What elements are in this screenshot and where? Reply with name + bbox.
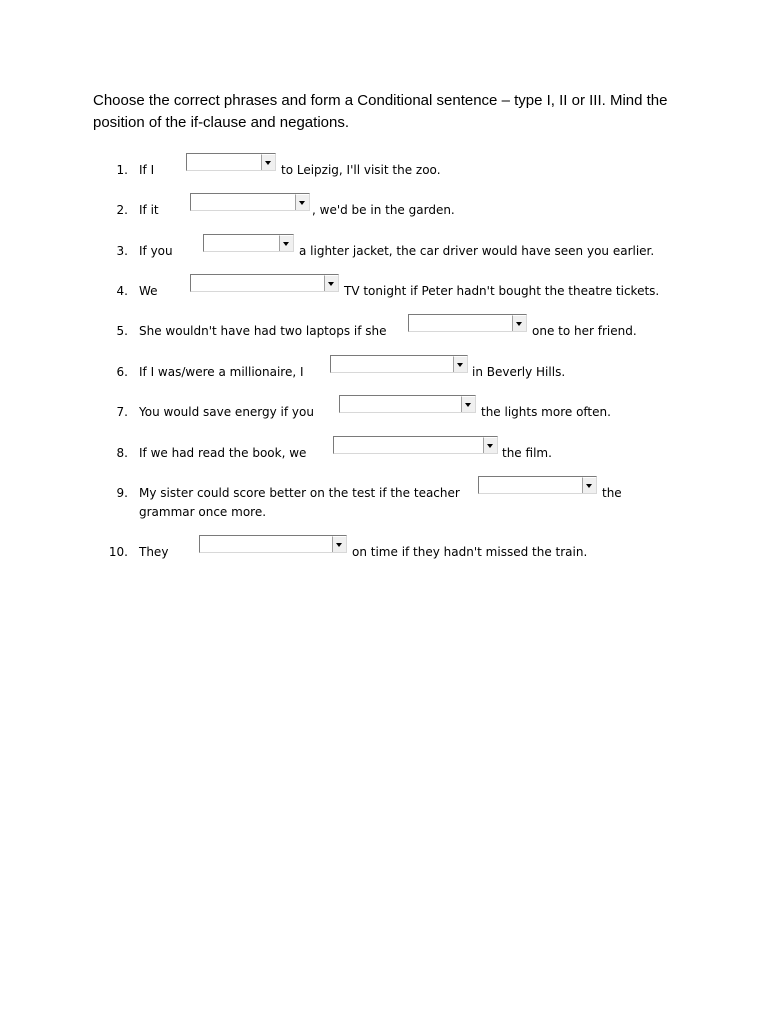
item-text-before: We: [139, 284, 158, 298]
item-text-before: If we had read the book, we: [139, 446, 307, 460]
chevron-down-icon: [283, 242, 289, 246]
dropdown-arrow-button[interactable]: [324, 275, 338, 291]
item-text-after: , we'd be in the garden.: [312, 203, 455, 217]
chevron-down-icon: [265, 161, 271, 165]
item-number: 4.: [116, 284, 128, 298]
item-text-before: If I: [139, 163, 155, 177]
dropdown-arrow-button[interactable]: [279, 235, 293, 251]
instructions-text: Choose the correct phrases and form a Conditional sentence – type I, II or III. Mind the position of the if-clause and negations.: [93, 92, 668, 131]
chevron-down-icon: [457, 363, 463, 367]
item-text-after: in Beverly Hills.: [472, 365, 566, 379]
chevron-down-icon: [487, 444, 493, 448]
item-number: 5.: [116, 324, 128, 338]
item-text-after: the: [602, 486, 622, 500]
item-text-before: They: [139, 545, 169, 559]
item-text-continuation: grammar once more.: [139, 505, 267, 519]
dropdown-arrow-button[interactable]: [582, 477, 596, 493]
answer-dropdown[interactable]: [339, 395, 476, 413]
answer-dropdown[interactable]: [199, 535, 347, 553]
dropdown-arrow-button[interactable]: [295, 194, 309, 210]
answer-dropdown[interactable]: [186, 153, 276, 171]
item-number: 2.: [116, 203, 128, 217]
item-text-after: the lights more often.: [481, 405, 611, 419]
answer-dropdown[interactable]: [408, 314, 527, 332]
chevron-down-icon: [299, 201, 305, 205]
answer-dropdown[interactable]: [330, 355, 468, 373]
chevron-down-icon: [586, 484, 592, 488]
answer-dropdown[interactable]: [190, 274, 339, 292]
answer-dropdown[interactable]: [333, 436, 498, 454]
item-number: 10.: [108, 545, 128, 559]
chevron-down-icon: [516, 322, 522, 326]
item-number: 8.: [116, 446, 128, 460]
dropdown-arrow-button[interactable]: [261, 154, 275, 170]
item-number: 7.: [116, 405, 128, 419]
item-number: 9.: [116, 486, 128, 500]
item-text-before: If you: [139, 244, 173, 258]
item-text-before: She wouldn't have had two laptops if she: [139, 324, 387, 338]
dropdown-arrow-button[interactable]: [461, 396, 475, 412]
chevron-down-icon: [328, 282, 334, 286]
item-text-before: If it: [139, 203, 159, 217]
chevron-down-icon: [465, 403, 471, 407]
item-text-after: on time if they hadn't missed the train.: [352, 545, 588, 559]
item-number: 1.: [116, 163, 128, 177]
chevron-down-icon: [336, 543, 342, 547]
item-text-before: If I was/were a millionaire, I: [139, 365, 304, 379]
dropdown-arrow-button[interactable]: [453, 356, 467, 372]
item-text-after: to Leipzig, I'll visit the zoo.: [281, 163, 441, 177]
item-text-after: one to her friend.: [532, 324, 637, 338]
dropdown-arrow-button[interactable]: [512, 315, 526, 331]
answer-dropdown[interactable]: [478, 476, 597, 494]
item-text-after: the film.: [502, 446, 552, 460]
item-text-after: TV tonight if Peter hadn't bought the theatre tickets.: [344, 284, 660, 298]
answer-dropdown[interactable]: [203, 234, 294, 252]
item-text-after: a lighter jacket, the car driver would have seen you earlier.: [299, 244, 655, 258]
item-number: 3.: [116, 244, 128, 258]
item-text-before: You would save energy if you: [139, 405, 314, 419]
dropdown-arrow-button[interactable]: [483, 437, 497, 453]
item-text-before: My sister could score better on the test if the teacher: [139, 486, 460, 500]
item-number: 6.: [116, 365, 128, 379]
answer-dropdown[interactable]: [190, 193, 310, 211]
dropdown-arrow-button[interactable]: [332, 536, 346, 552]
